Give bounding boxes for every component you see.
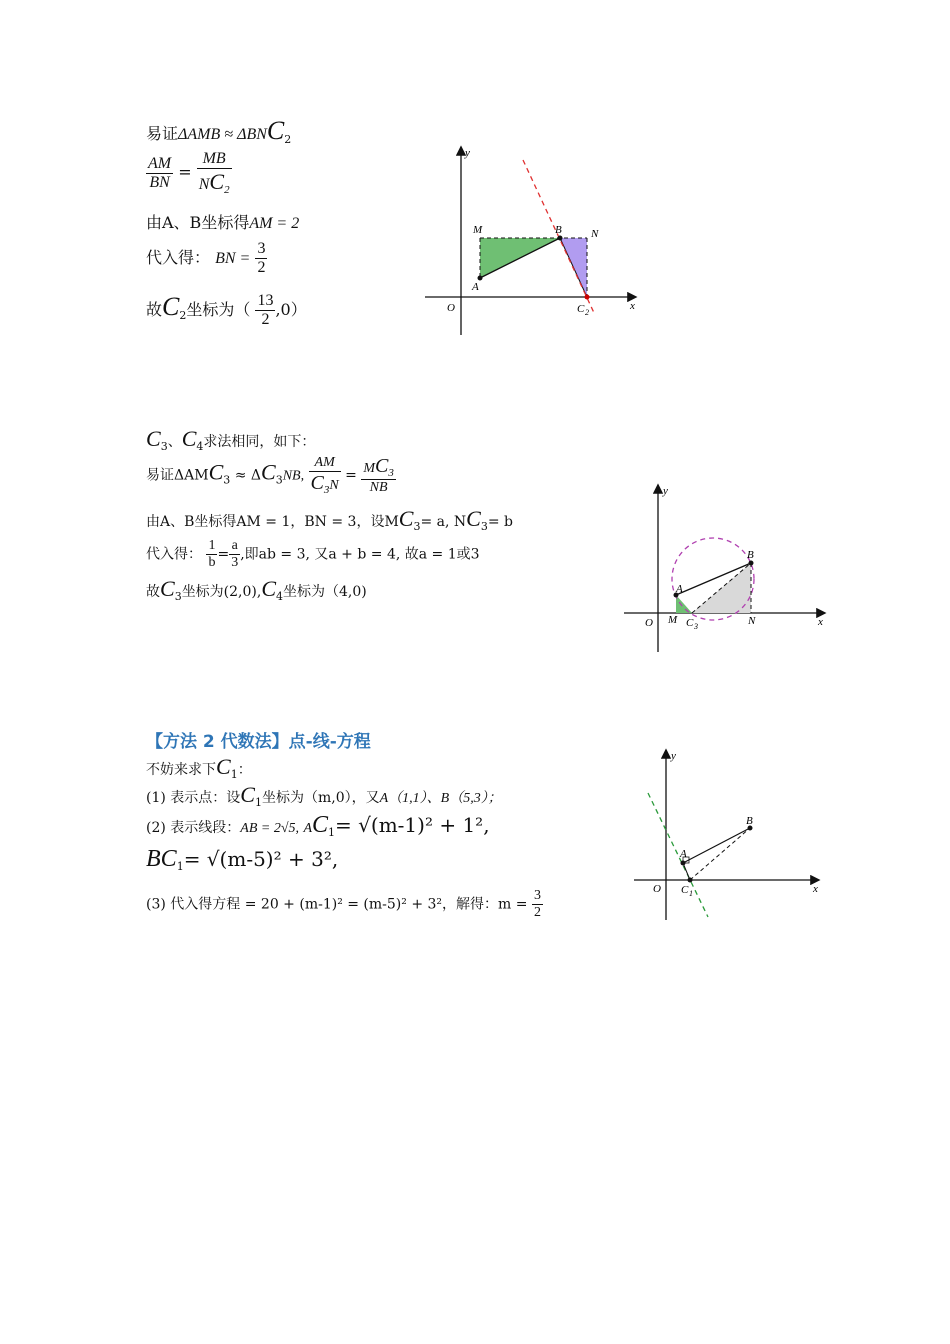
- s3-line3-c: C: [312, 812, 329, 838]
- s2-line4-text: 代入得：: [146, 546, 202, 563]
- s2-line2: [146, 455, 396, 496]
- s3-line4-c: C: [160, 846, 177, 872]
- label-o-3: O: [653, 883, 661, 895]
- s2-line5-c3: C: [160, 576, 175, 601]
- s2-frac2-num-m: M: [363, 461, 376, 476]
- label-c-sub: 2: [585, 308, 589, 317]
- s2-line4-f1-num: 1: [208, 538, 216, 553]
- figure-1: [415, 140, 645, 340]
- s2-line4-f2-den: 3: [231, 555, 239, 570]
- s3-line3-ab: AB = 2√5,: [240, 821, 300, 836]
- s2-line3-c2: C: [466, 506, 481, 531]
- label-n: N: [591, 228, 599, 240]
- s2-line5: [146, 576, 367, 603]
- s1-line5: [146, 292, 307, 329]
- s3-line2-sub: 1: [254, 796, 262, 809]
- s1-line1-prefix: 易证: [146, 124, 179, 143]
- s2-line4-f1-den: b: [208, 555, 216, 570]
- s2-line1-sub3: 3: [160, 440, 168, 453]
- s3-line3: [146, 812, 490, 839]
- label-b: B: [555, 224, 562, 236]
- s2-frac1-den-sub: 3: [323, 484, 330, 496]
- s2-line4-frac2: [229, 538, 240, 571]
- s2-line3-c: C: [398, 506, 414, 531]
- s1-line1-c: C: [266, 116, 285, 145]
- s2-line3-mid: = a, N: [420, 514, 467, 530]
- s2-line1-c4: C: [181, 426, 197, 451]
- s1-line4-den: 2: [257, 259, 266, 276]
- s3-line5-text: (3) 代入得方程 = 20 + (m-1)² = (m-5)² + 3²，解得：m =: [146, 896, 528, 913]
- s1-line5-c: C: [162, 292, 180, 321]
- s1-line4-num: 3: [257, 240, 266, 257]
- method-2-heading: 【方法 2 代数法】点-线-方程: [146, 732, 371, 752]
- s2-line5-end: 坐标为（4,0): [283, 584, 367, 600]
- label-a-3: A: [680, 848, 687, 860]
- s1-frac-right-den-c: C: [209, 169, 225, 194]
- label-n-2: N: [748, 615, 756, 627]
- s2-frac1-den-n: N: [329, 478, 339, 493]
- s1-frac-right: [197, 150, 232, 196]
- label-o-2: O: [645, 617, 653, 629]
- s1-line5-sub: 2: [179, 309, 187, 322]
- s2-frac1-den-c: C: [310, 472, 324, 494]
- s2-line4-rest: ,即ab = 3, 又a + b = 4, 故a = 1或3: [240, 546, 480, 563]
- s2-line2-eq: =: [345, 467, 357, 484]
- s1-line4: [146, 240, 267, 277]
- s1-line1-math: ΔAMB ≈ ΔBN: [178, 126, 267, 143]
- s2-line1-c3: C: [146, 426, 161, 451]
- point-a: [478, 276, 483, 281]
- s1-line4-text: 代入得：: [146, 248, 211, 267]
- s2-line4-frac1: [206, 538, 217, 571]
- s1-line2: [146, 150, 232, 196]
- s2-line5-c4: C: [261, 576, 277, 601]
- s2-line2-nb: NB,: [282, 468, 305, 484]
- s2-frac2-num-c: C: [375, 455, 389, 477]
- s3-line4-sub: 1: [176, 860, 184, 873]
- s1-frac-left: [146, 155, 173, 192]
- s2-frac1-num: AM: [309, 455, 341, 472]
- s2-line3-sub: 3: [413, 520, 421, 533]
- s2-line1-text: 求法相同，如下：: [203, 434, 316, 450]
- label-a-2: A: [676, 583, 683, 595]
- s2-line2-sub2: 3: [275, 473, 283, 487]
- s3-line1-text: 不妨来求下: [146, 762, 216, 778]
- s2-line3-text: 由A、B坐标得AM = 1，BN = 3，设M: [146, 514, 399, 530]
- s1-line1-sub: 2: [284, 133, 292, 146]
- s1-line5-num: 13: [257, 292, 274, 309]
- label-c-3: C: [681, 884, 689, 896]
- s2-line2-sub: 3: [223, 473, 231, 487]
- ac-line-3: [683, 863, 690, 880]
- s1-frac-left-den: BN: [149, 173, 170, 191]
- s1-line5-suffix: ,0）: [275, 300, 307, 319]
- s3-line2-b: B（5,3）；: [440, 791, 502, 806]
- ab-line-3: [683, 828, 750, 863]
- s1-eq: =: [178, 162, 192, 182]
- s1-frac-right-num: MB: [197, 150, 232, 169]
- s1-frac-left-num: AM: [148, 154, 172, 172]
- s2-line2-frac2: [361, 455, 396, 496]
- label-c-2: C: [686, 617, 694, 629]
- s3-line1-sub: 1: [230, 768, 238, 781]
- s3-line2-a: A（1,1）、: [379, 791, 441, 806]
- s3-line4-b: B: [146, 846, 161, 872]
- s2-line2-c: C: [208, 459, 224, 485]
- s1-line4-frac: [255, 240, 267, 277]
- s1-line5-mid: 坐标为（: [186, 300, 251, 319]
- s2-line5-mid: 坐标为(2,0),: [181, 584, 262, 600]
- s2-frac2-den: NB: [369, 480, 388, 495]
- label-x-2: x: [818, 616, 823, 628]
- label-m: M: [473, 224, 483, 236]
- s1-frac-right-den-sub: 2: [224, 184, 230, 196]
- point-c1: [688, 878, 693, 883]
- s2-line5-prefix: 故: [146, 584, 160, 600]
- s2-line4: 代入得： $\frac{1}{b}$ = $\frac{a}{3}$ ,即ab = 3, 又a + b = 4, 故a = 1或3: [146, 538, 480, 570]
- s2-line2-prefix: 易证ΔAM: [146, 467, 209, 484]
- s1-line5-prefix: 故: [146, 300, 163, 319]
- s3-line1: 不妨来求下$C_1$：: [146, 754, 252, 781]
- s3-line2-text: (1) 表示点：设: [146, 790, 241, 806]
- s3-line2-c: C: [240, 782, 255, 807]
- s3-line3-a: A: [303, 821, 313, 836]
- s2-line2-mid: ≈ Δ: [234, 467, 261, 484]
- label-m-2: M: [668, 614, 678, 626]
- label-y-2: y: [663, 485, 668, 497]
- label-c: C: [577, 303, 585, 315]
- label-x-3: x: [813, 883, 818, 895]
- s3-line5: [146, 888, 543, 921]
- s1-line5-frac: [255, 292, 275, 329]
- s3-line3-sub: 1: [328, 826, 336, 839]
- s3-line4: [146, 846, 338, 873]
- s2-line5-sub4: 4: [276, 590, 284, 603]
- s1-line5-den: 2: [261, 311, 270, 328]
- s3-line3-eq: = √(m-1)² + 1²,: [335, 813, 490, 837]
- s2-line2-c2: C: [261, 459, 276, 485]
- s1-line3-math: AM = 2: [249, 215, 300, 232]
- figure-3: [628, 745, 828, 925]
- s1-line3: [146, 210, 299, 233]
- figure-2: [618, 480, 833, 660]
- s1-line3-text: 由A、B坐标得: [146, 213, 250, 232]
- s3-line2: [146, 782, 502, 809]
- s2-line2-frac1: [309, 455, 341, 496]
- label-y: y: [465, 147, 470, 159]
- s2-line3-end: = b: [487, 514, 514, 530]
- s2-line5-sub3: 3: [174, 590, 182, 603]
- s1-frac-right-den-n: N: [198, 176, 210, 193]
- s3-line3-text: (2) 表示线段：: [146, 820, 241, 836]
- s1-line4-math: BN =: [215, 250, 251, 267]
- s3-line5-frac: [532, 888, 543, 921]
- label-x: x: [630, 300, 635, 312]
- s2-line3-sub2: 3: [480, 520, 488, 533]
- s3-line4-eq: = √(m-5)² + 3²,: [183, 847, 339, 871]
- s2-frac2-num-sub: 3: [388, 467, 394, 479]
- label-a: A: [472, 281, 479, 293]
- s2-line1-sub4: 4: [196, 440, 204, 453]
- s2-line1: $C_3$、$C_4$求法相同，如下：: [146, 426, 316, 453]
- point-a-3: [681, 861, 686, 866]
- s2-line3: [146, 506, 513, 533]
- label-b-3: B: [746, 815, 753, 827]
- s1-line1: [146, 116, 291, 146]
- point-b-2: [749, 561, 754, 566]
- green-triangle-2: [676, 595, 692, 613]
- label-o: O: [447, 302, 455, 314]
- s3-line5-num: 3: [533, 888, 541, 903]
- s3-line5-den: 2: [533, 905, 541, 920]
- s2-line4-f2-num: a: [229, 538, 240, 555]
- label-y-3: y: [671, 750, 676, 762]
- label-b-2: B: [747, 549, 754, 561]
- point-c2: [585, 295, 590, 300]
- s3-line2-mid: 坐标为（m,0），又: [261, 790, 380, 806]
- label-c-sub-2: 3: [694, 622, 698, 631]
- point-b: [558, 236, 563, 241]
- label-c-sub-3: 1: [689, 889, 693, 898]
- s3-line1-c: C: [216, 754, 231, 779]
